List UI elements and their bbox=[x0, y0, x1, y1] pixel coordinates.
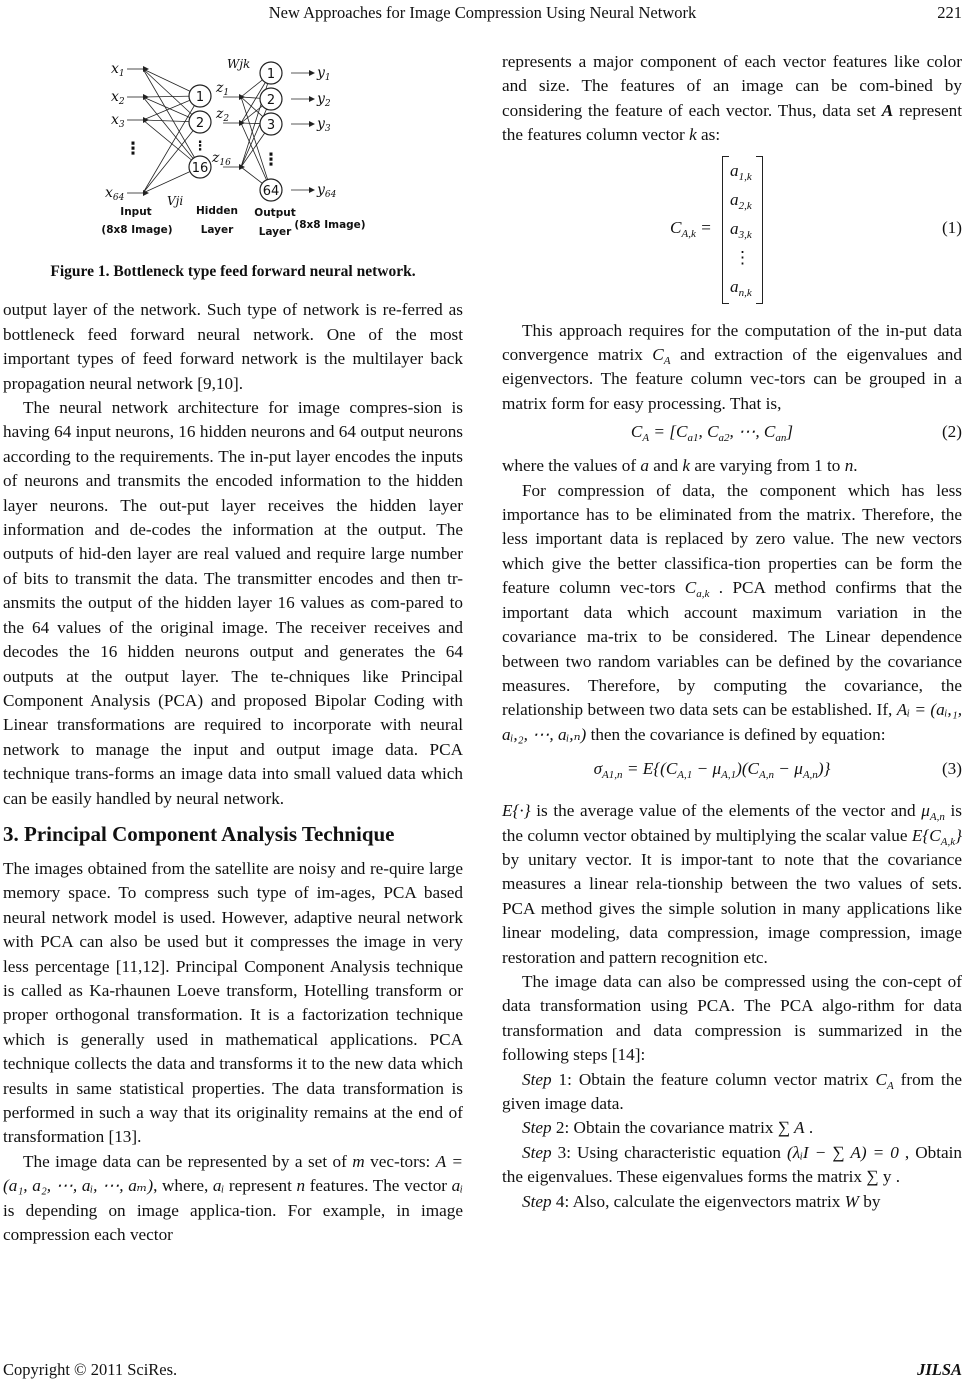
equation-number: (3) bbox=[941, 759, 962, 779]
svg-text:y2: $y_2$ bbox=[317, 91, 331, 109]
svg-text:y64: $y_{64}$ bbox=[317, 182, 337, 200]
svg-text:y1: $y_1$ bbox=[317, 65, 331, 83]
right-bracket-icon bbox=[756, 156, 763, 304]
svg-text:Input: Input bbox=[120, 206, 152, 218]
svg-text:Output: Output bbox=[254, 207, 296, 219]
svg-text:(8x8 Image): (8x8 Image) bbox=[294, 219, 366, 231]
running-header-title: New Approaches for Image Compression Using Neural Network bbox=[268, 3, 697, 22]
svg-text:1: 1 bbox=[195, 90, 205, 105]
step-1: Step 1: Obtain the feature column vector matrix $C_A$ from the given image data. bbox=[502, 1069, 962, 1113]
svg-text:Vji: Vji bbox=[167, 194, 184, 208]
svg-text:x64: $x_{64}$ bbox=[105, 185, 125, 203]
svg-text:1: 1 bbox=[266, 67, 276, 82]
section-heading: 3. Principal Component Analysis Technique bbox=[3, 821, 395, 846]
figure-1-caption: Figure 1. Bottleneck type feed forward neural network. bbox=[50, 263, 416, 280]
bottleneck-network-icon bbox=[3, 50, 463, 250]
paragraph: represents a major component of each vector features like color and size. The features of an image can be com-bined by considering the feature of each vector. Thus, data set A represent the features column vector k as: bbox=[502, 52, 962, 145]
equation-number: (2) bbox=[941, 422, 962, 442]
svg-text:Layer: Layer bbox=[258, 226, 292, 238]
svg-text:2: 2 bbox=[266, 93, 276, 108]
journal-footer: JILSA bbox=[917, 1359, 962, 1379]
svg-text:x1: $x_1$ bbox=[111, 61, 125, 79]
inline-formula: A = (a₁, a₂, ⋯, aᵢ, ⋯, aₘ) bbox=[3, 1151, 463, 1196]
svg-text:⋮: ⋮ bbox=[262, 150, 280, 170]
svg-text:Layer: Layer bbox=[200, 224, 234, 236]
equation-1: $C_{A,k}$ = $a_{1,k}$ $a_{2,k}$ $a_{3,k}$ ⋮ $a_{n,k}$ (1) bbox=[502, 154, 962, 309]
svg-text:z2: $z_2$ bbox=[216, 106, 230, 124]
left-bracket-icon bbox=[722, 156, 729, 304]
svg-text:64: 64 bbox=[262, 184, 280, 199]
right-column bbox=[502, 50, 962, 1214]
paragraph: E{·} is the average value of the elements of the vector and $\mu_{A,n}$ is the column vector obtained by multiplying the scalar value $E\{C_{A,k}\}$ by unitary vector. It is impor-tant to note that the covariance measures a linear rela-tionship between the two values of sets. PCA method gives the simple solution in many applications like linear modeling, data compression, image compression, image restoration and pattern recognition etc. bbox=[502, 801, 962, 967]
paragraph: The image data can be represented by a set of m vec-tors: A = (a₁, a₂, ⋯, aᵢ, ⋯, aₘ), where, aᵢ represent n features. The vector aᵢ is depending on image applica-tion. For example, in image compression each vector bbox=[3, 1151, 463, 1245]
equation-number: (1) bbox=[941, 217, 962, 237]
svg-text:(8x8 Image): (8x8 Image) bbox=[101, 224, 173, 236]
paragraph: The neural network architecture for image compres-sion is having 64 input neurons, 16 hidden neurons and 64 output neurons according to the requirements. The in-put layer encodes the inputs of neurons and transmits the encoded information to the hidden layer neurons. The out-put layer receives the hidden layer information and de-codes the information at the output. The outputs of hid-den layer are real valued and require large number of bits to transmit the data. The transmitter encodes and then tr-ansmits the output of the hidden layer 16 values as com-pared to the 64 values of the original image. The receiver receives and decodes the 16 hidden neurons output and generates the 64 outputs at the output layer. The te-chniques like Principal Component Analysis (PCA) and proposed Bipolar Coding with Linear transformations are required to incorporate with neural network to manage the input and output image data. PCA technique trans-forms an image data into small valued data which can be easily handled by neural network. bbox=[3, 398, 463, 808]
step-2: Step 2: Obtain the covariance matrix ∑ A . bbox=[522, 1118, 814, 1138]
svg-text:Hidden: Hidden bbox=[195, 205, 239, 217]
paragraph: where the values of a and k are varying from 1 to n. bbox=[502, 456, 858, 476]
paragraph: The image data can also be compressed using the con-cept of data transformation using PCA. The PCA algo-rithm for data transformation and data compression is summarized in the following steps [14]: bbox=[502, 971, 962, 1065]
paragraph: This approach requires for the computation of the in-put data convergence matrix $C_A$ and extraction of the eigenvalues and eigenvectors. The feature column vec-tors can be grouped in a matrix form for easy processing. That is, bbox=[502, 320, 962, 413]
svg-text:⋮: ⋮ bbox=[193, 139, 207, 154]
svg-text:x3: $x_3$ bbox=[111, 112, 125, 130]
paragraph: output layer of the network. Such type of network is re-ferred as bottleneck feed forward neural network. One of the most important types of feed forward network is the multilayer back propagation neural network [9,10]. bbox=[3, 300, 463, 393]
step-3: Step 3: Using characteristic equation (λᵢI − ∑ A) = 0 , Obtain the eigenvalues. These eigenvalues forms the matrix ∑ y . bbox=[502, 1142, 963, 1187]
page-number: 221 bbox=[937, 3, 962, 22]
figure-1-neural-network-diagram bbox=[3, 50, 463, 250]
svg-text:3: 3 bbox=[266, 118, 276, 133]
svg-text:⋮: ⋮ bbox=[124, 139, 142, 159]
equation-3: $\sigma_{A1,n} = E\{(C_{A,1} - \mu_{A,1})(C_{A,n} - \mu_{A,n})\}$ (3) bbox=[593, 759, 962, 782]
svg-text:2: 2 bbox=[195, 116, 205, 131]
copyright-footer: Copyright © 2011 SciRes. bbox=[3, 1359, 178, 1379]
step-4: Step 4: Also, calculate the eigenvectors matrix W by bbox=[522, 1191, 881, 1211]
equation-2: $C_A = [C_{a1}$, $C_{a2}$, ⋯, $C_{an}$] (2) bbox=[630, 422, 962, 445]
left-column bbox=[3, 50, 463, 1247]
paragraph: The images obtained from the satellite are noisy and re-quire large memory space. To compress such type of im-ages, PCA based neural network model is used. However, adaptive neural network with PCA can also be used but it compresses the image in very less percentage [11,12]. Principal Component Analysis technique is called as Ka-rhaunen Loeve transform, Hotelling transform or proper orthogonal transformation. It is a factorization technique which is generally used in mathematical applications. PCA technique collects the data and transforms it to the new data which results in same statistical properties. The data transformation is performed in such a way that its originality remains at the end of transformation [13]. bbox=[3, 858, 463, 1147]
paragraph: For compression of data, the component which has less importance has to be eliminated from the matrix. Therefore, the less important data is replaced by zero value. The new vectors which give the better classifica-tion properties can be form the feature column vec-tors $C_{a,k}$ . PCA method confirms that the important data which account maximum variation in the covariance ma-trix to be considered. The Linear dependence between two random variables can be defined by the covariance measures. Therefore, by computing the covariance, the relationship between two data sets can be established. If, Aᵢ = (aᵢ,₁, aᵢ,₂, ⋯, aᵢ,ₙ) then the covariance is defined by equation: bbox=[502, 480, 963, 744]
svg-text:Wjk: Wjk bbox=[227, 57, 251, 71]
svg-text:16: 16 bbox=[191, 161, 209, 176]
svg-text:z16: $z_{16}$ bbox=[212, 150, 231, 168]
svg-text:y3: $y_3$ bbox=[317, 116, 331, 134]
svg-text:z1: $z_1$ bbox=[216, 80, 230, 98]
svg-text:x2: $x_2$ bbox=[111, 89, 125, 107]
inline-formula: Aᵢ = (aᵢ,₁, aᵢ,₂, ⋯, aᵢ,ₙ) bbox=[502, 700, 963, 744]
